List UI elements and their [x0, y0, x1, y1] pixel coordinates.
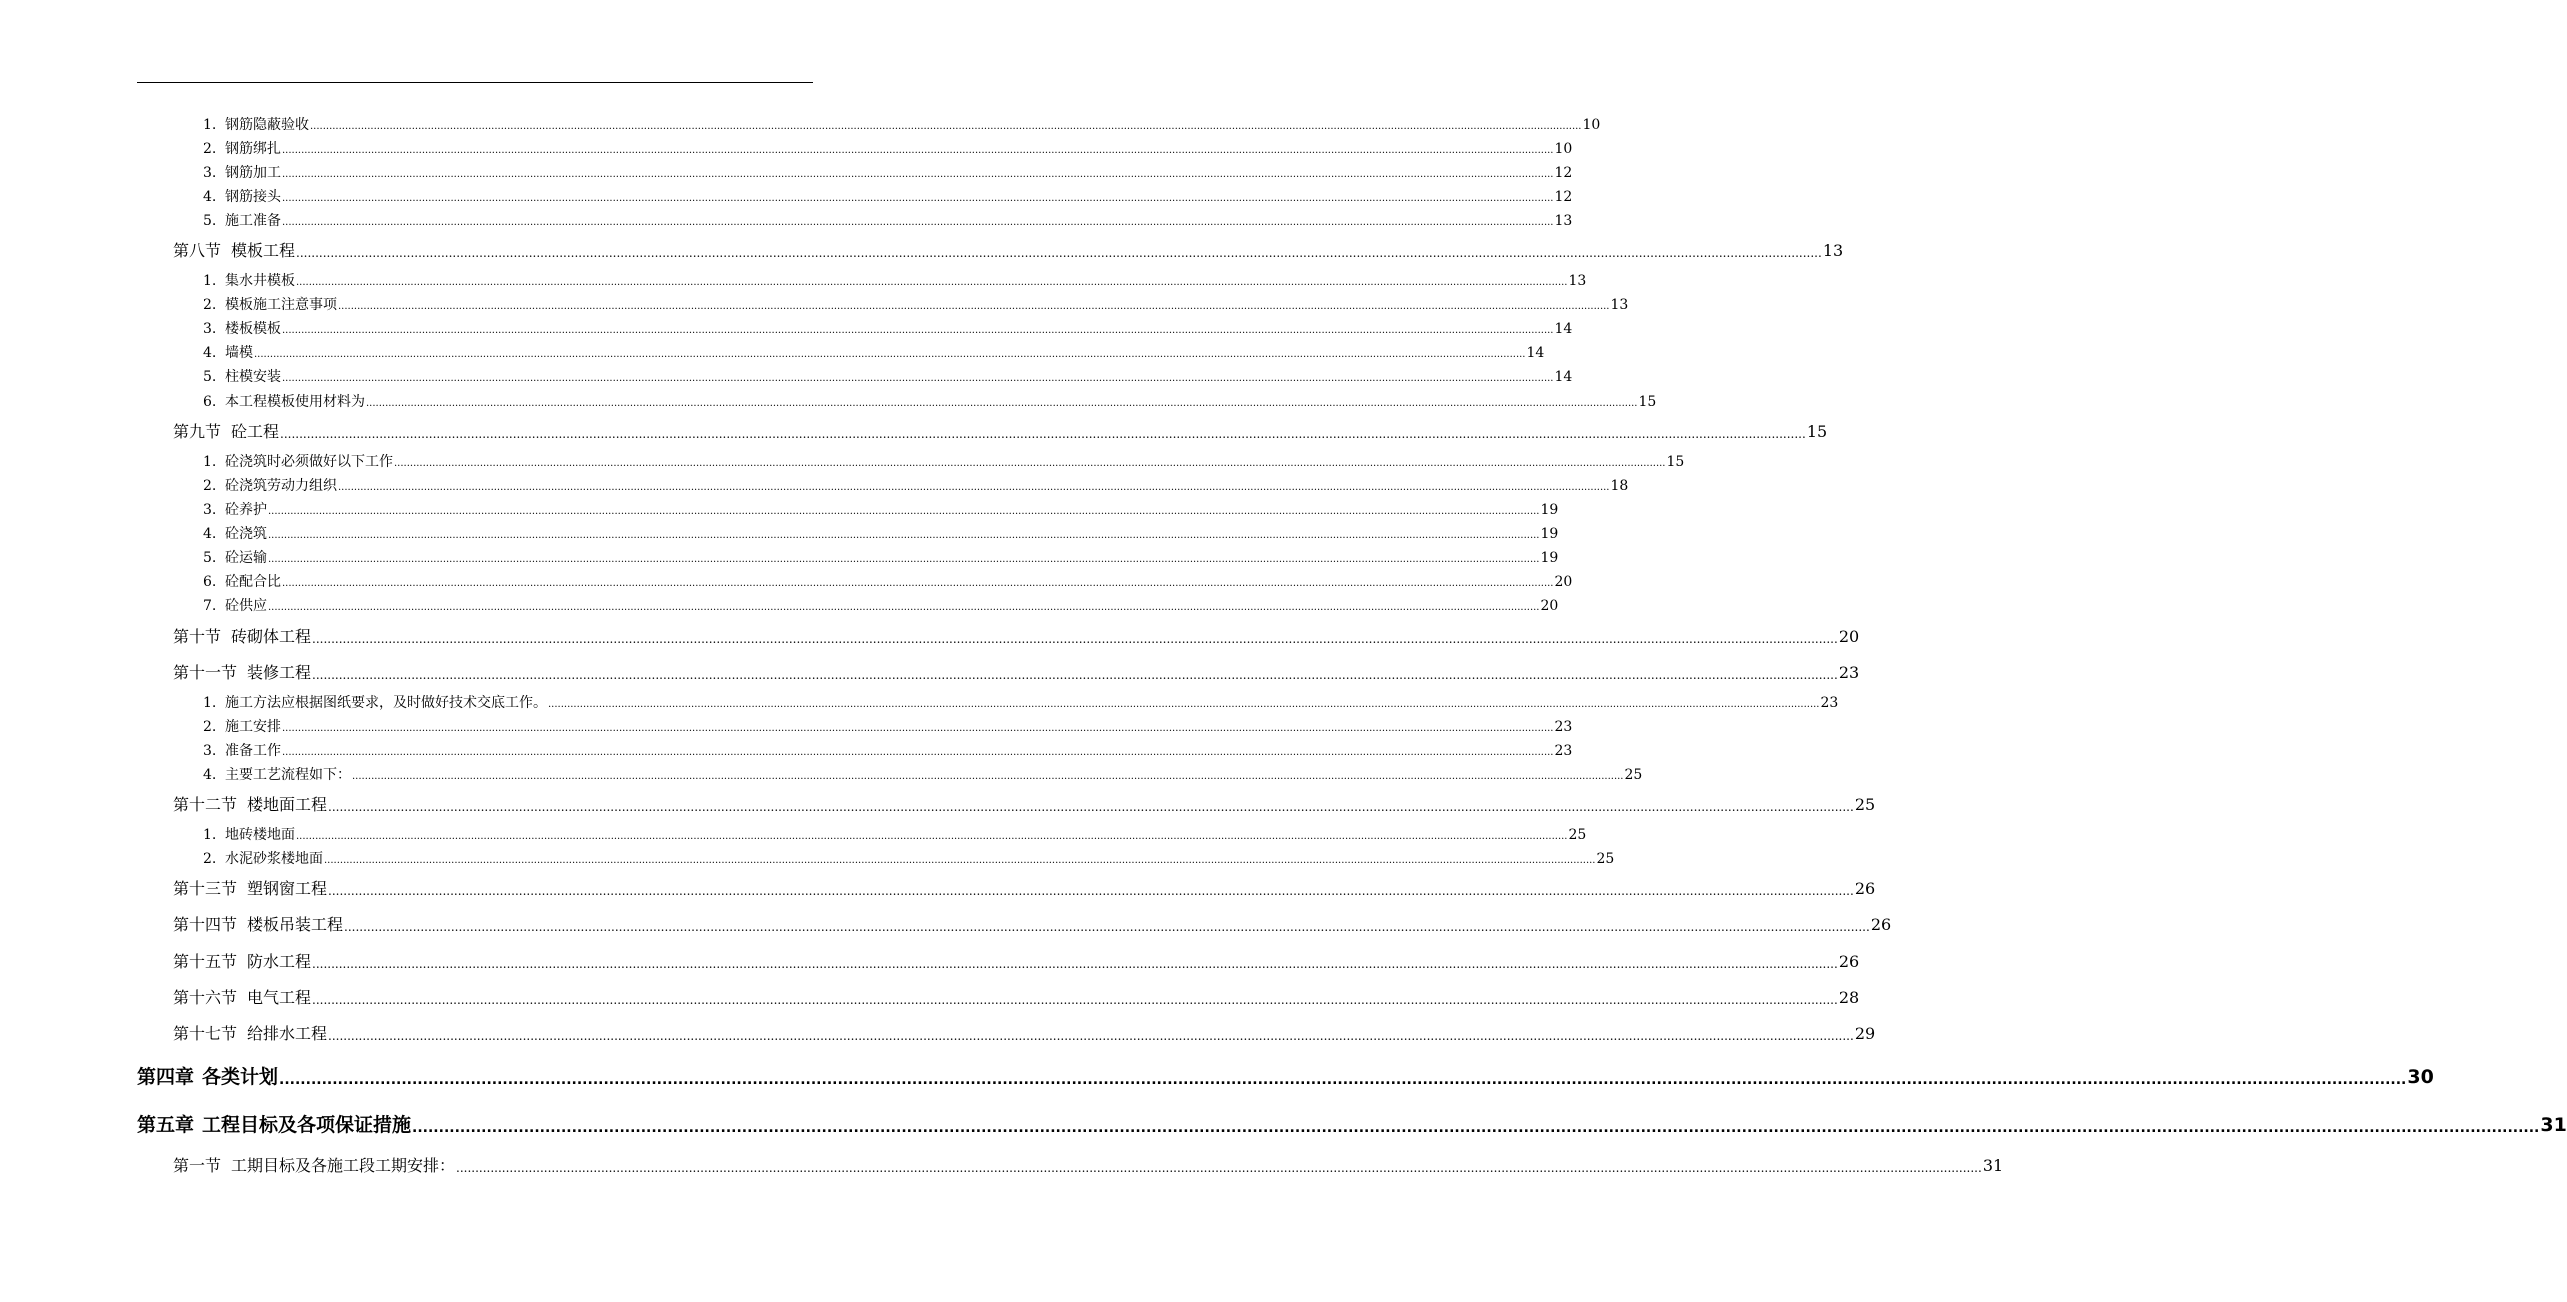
toc-entry-title: 钢筋接头	[225, 189, 281, 205]
toc-leader-dots: ................................................................................................................................................................................................................................................................................................................................................................................................................	[296, 831, 1568, 842]
toc-entry-label	[173, 915, 343, 935]
toc-page-number: 28	[1838, 988, 1860, 1007]
toc-entry-number: 5.	[203, 213, 217, 229]
toc-entry[interactable]	[173, 422, 1828, 442]
toc-entry-label	[203, 368, 281, 386]
toc-page-number: 31	[1982, 1156, 2004, 1175]
toc-entry-title: 水泥砂浆楼地面	[225, 851, 323, 867]
toc-entry-label	[203, 477, 337, 495]
toc-entry-number: 2.	[203, 141, 217, 157]
toc-entry-label	[203, 296, 337, 314]
toc-leader-dots: ................................................................................................................................................................................................................................................................................................................................................................................................................	[268, 530, 1540, 541]
toc-page-number: 19	[1540, 550, 1559, 566]
toc-entry[interactable]	[203, 320, 1573, 338]
toc-entry-title: 钢筋绑扎	[225, 141, 281, 157]
toc-page-number: 14	[1526, 345, 1545, 361]
toc-leader-dots: ................................................................................................................................................................................................................................................................................................................................................................................................................	[312, 993, 1838, 1007]
toc-page-number: 20	[1554, 574, 1573, 590]
toc-entry-title: 钢筋隐蔽验收	[225, 117, 309, 133]
toc-entry-label	[173, 1156, 455, 1176]
toc-entry-label	[203, 549, 267, 567]
toc-entry[interactable]	[203, 718, 1573, 736]
toc-leader-dots: ................................................................................................................................................................................................................................................................................................................................................................................................................	[280, 427, 1806, 441]
toc-entry[interactable]	[203, 501, 1559, 519]
toc-entry-number: 第一节	[173, 1156, 222, 1175]
toc-entry-title: 砼运输	[225, 550, 267, 566]
toc-entry-label	[203, 766, 351, 784]
toc-entry-number: 4.	[203, 189, 217, 205]
toc-entry-title: 砼供应	[225, 598, 267, 614]
toc-entry-label	[203, 320, 281, 338]
toc-entry-label	[173, 663, 311, 683]
toc-entry[interactable]	[203, 477, 1629, 495]
toc-entry-number: 3.	[203, 502, 217, 518]
toc-entry[interactable]	[173, 627, 1860, 647]
toc-entry-label	[173, 795, 327, 815]
toc-leader-dots: ................................................................................................................................................................................................................................................................................................................................................................................................................	[282, 723, 1554, 734]
toc-page-number: 26	[1838, 952, 1860, 971]
toc-entry-number: 5.	[203, 550, 217, 566]
toc-leader-dots: ................................................................................................................................................................................................................................................................................................................................................................................................................	[268, 554, 1540, 565]
toc-entry-label	[203, 272, 295, 290]
toc-entry-title: 塑钢窗工程	[247, 879, 328, 898]
toc-entry-title: 防水工程	[247, 952, 312, 971]
toc-entry-label	[203, 501, 267, 519]
toc-leader-dots: ................................................................................................................................................................................................................................................................................................................................................................................................................	[254, 349, 1526, 360]
toc-page-number: 20	[1838, 627, 1860, 646]
toc-entry[interactable]	[203, 597, 1559, 615]
toc-entry-label	[203, 116, 309, 134]
toc-entry-title: 柱模安装	[225, 369, 281, 385]
toc-entry[interactable]	[203, 188, 1573, 206]
toc-leader-dots: ................................................................................................................................................................................................................................................................................................................................................................................................................	[296, 277, 1568, 288]
toc-page-number: 13	[1568, 273, 1587, 289]
toc-entry[interactable]	[137, 1113, 2567, 1137]
toc-leader-dots: ................................................................................................................................................................................................................................................................................................................................................................................................................	[328, 800, 1854, 814]
toc-entry-number: 第十七节	[173, 1024, 238, 1043]
toc-leader-dots: ................................................................................................................................................................................................................................................................................................................................................................................................................	[282, 217, 1554, 228]
toc-page-number: 13	[1610, 297, 1629, 313]
toc-entry-title: 砼养护	[225, 502, 267, 518]
toc-entry-label	[137, 1113, 411, 1137]
toc-entry[interactable]	[203, 453, 1685, 471]
toc-leader-dots: ................................................................................................................................................................................................................................................................................................................................................................................................................	[282, 373, 1554, 384]
toc-entry-number: 2.	[203, 851, 217, 867]
toc-entry-number: 1.	[203, 454, 217, 470]
toc-leader-dots: ................................................................................................................................................................................................................................................................................................................................................................................................................	[296, 246, 1822, 260]
toc-entry-label	[203, 393, 365, 411]
toc-entry[interactable]	[173, 241, 1844, 261]
toc-entry-label	[173, 627, 311, 647]
toc-page-number: 15	[1638, 394, 1657, 410]
toc-entry-label	[173, 988, 311, 1008]
toc-entry-number: 1.	[203, 273, 217, 289]
toc-entry[interactable]	[203, 694, 1839, 712]
toc-entry-title: 砼工程	[231, 422, 280, 441]
toc-entry-number: 5.	[203, 369, 217, 385]
toc-entry[interactable]	[173, 663, 1860, 683]
toc-leader-dots: ................................................................................................................................................................................................................................................................................................................................................................................................................	[548, 699, 1820, 710]
toc-entry-title: 模板施工注意事项	[225, 297, 337, 313]
toc-entry-number: 4.	[203, 526, 217, 542]
toc-leader-dots: ................................................................................................................................................................................................................................................................................................................................................................................................................	[338, 301, 1610, 312]
toc-entry-number: 第十一节	[173, 663, 238, 682]
toc-leader-dots: ................................................................................................................................................................................................................................................................................................................................................................................................................	[312, 668, 1838, 682]
toc-entry-title: 楼地面工程	[247, 795, 328, 814]
toc-page-number: 29	[1854, 1024, 1876, 1043]
toc-page-number: 19	[1540, 502, 1559, 518]
toc-page-number: 25	[1596, 851, 1615, 867]
toc-entry-title: 工程目标及各项保证措施	[202, 1114, 412, 1136]
toc-entry[interactable]	[203, 549, 1559, 567]
toc-entry-number: 4.	[203, 767, 217, 783]
toc-page-number: 14	[1554, 369, 1573, 385]
toc-page-number: 10	[1582, 117, 1601, 133]
toc-page-number: 23	[1554, 719, 1573, 735]
toc-page-number: 30	[2407, 1066, 2434, 1088]
toc-entry[interactable]	[173, 1024, 1876, 1044]
toc-page-number: 25	[1624, 767, 1643, 783]
toc-entry[interactable]	[203, 393, 1657, 411]
toc-entry[interactable]	[173, 879, 1876, 899]
toc-entry-title: 钢筋加工	[225, 165, 281, 181]
toc-entry-number: 第四章	[137, 1066, 195, 1088]
toc-entry-number: 第十五节	[173, 952, 238, 971]
toc-entry-label	[137, 1065, 278, 1089]
toc-entry-label	[203, 344, 253, 362]
toc-entry[interactable]	[203, 212, 1573, 230]
toc-page-number: 12	[1554, 189, 1573, 205]
toc-entry[interactable]	[203, 344, 1545, 362]
toc-entry[interactable]	[173, 988, 1860, 1008]
toc-entry-number: 4.	[203, 345, 217, 361]
toc-entry-title: 砼浇筑劳动力组织	[225, 478, 337, 494]
toc-entry-number: 1.	[203, 827, 217, 843]
toc-entry[interactable]	[203, 573, 1573, 591]
toc-entry-label	[203, 453, 393, 471]
toc-page-number: 20	[1540, 598, 1559, 614]
toc-entry-label	[173, 952, 311, 972]
toc-entry[interactable]	[203, 826, 1587, 844]
toc-leader-dots: ................................................................................................................................................................................................................................................................................................................................................................................................................	[282, 169, 1554, 180]
toc-entry-label	[203, 188, 281, 206]
toc-entry-title: 墙模	[225, 345, 253, 361]
toc-page-number: 26	[1870, 915, 1892, 934]
toc-page-number: 10	[1554, 141, 1573, 157]
toc-entry-title: 地砖楼地面	[225, 827, 295, 843]
toc-entry-title: 楼板吊装工程	[247, 915, 344, 934]
toc-entry-number: 第五章	[137, 1114, 195, 1136]
toc-entry-number: 2.	[203, 478, 217, 494]
toc-entry-title: 集水井模板	[225, 273, 295, 289]
toc-entry-number: 2.	[203, 297, 217, 313]
toc-page-number: 15	[1666, 454, 1685, 470]
toc-page-number: 25	[1854, 795, 1876, 814]
toc-page-number: 26	[1854, 879, 1876, 898]
toc-page-number: 23	[1838, 663, 1860, 682]
toc-page-number: 12	[1554, 165, 1573, 181]
toc-page-number: 13	[1554, 213, 1573, 229]
toc-leader-dots: ................................................................................................................................................................................................................................................................................................................................................................................................................	[412, 1120, 2540, 1136]
toc-entry-title: 准备工作	[225, 743, 281, 759]
toc-leader-dots: ................................................................................................................................................................................................................................................................................................................................................................................................................	[268, 602, 1540, 613]
toc-entry-label	[173, 1024, 327, 1044]
toc-leader-dots: ................................................................................................................................................................................................................................................................................................................................................................................................................	[456, 1161, 1982, 1175]
toc-entry-number: 3.	[203, 321, 217, 337]
toc-entry-label	[203, 850, 323, 868]
toc-entry-title: 楼板模板	[225, 321, 281, 337]
toc-entry[interactable]	[203, 742, 1573, 760]
toc-leader-dots: ................................................................................................................................................................................................................................................................................................................................................................................................................	[338, 482, 1610, 493]
toc-leader-dots: ................................................................................................................................................................................................................................................................................................................................................................................................................	[312, 632, 1838, 646]
toc-entry[interactable]	[203, 296, 1629, 314]
toc-entry-title: 本工程模板使用材料为	[225, 394, 365, 410]
toc-entry-title: 砼浇筑	[225, 526, 267, 542]
toc-leader-dots: ................................................................................................................................................................................................................................................................................................................................................................................................................	[279, 1072, 2407, 1088]
toc-entry[interactable]	[203, 525, 1559, 543]
toc-entry[interactable]	[173, 795, 1876, 815]
toc-entry[interactable]	[203, 766, 1643, 784]
toc-leader-dots: ................................................................................................................................................................................................................................................................................................................................................................................................................	[324, 855, 1596, 866]
toc-entry-title: 施工方法应根据图纸要求，及时做好技术交底工作。	[225, 695, 547, 711]
toc-entry[interactable]	[203, 850, 1615, 868]
toc-leader-dots: ................................................................................................................................................................................................................................................................................................................................................................................................................	[282, 193, 1554, 204]
toc-page-number: 13	[1822, 241, 1844, 260]
toc-leader-dots: ................................................................................................................................................................................................................................................................................................................................................................................................................	[352, 771, 1624, 782]
toc-entry-title: 各类计划	[202, 1066, 279, 1088]
toc-entry-number: 第十三节	[173, 879, 238, 898]
toc-entry[interactable]	[203, 164, 1573, 182]
toc-leader-dots: ................................................................................................................................................................................................................................................................................................................................................................................................................	[310, 121, 1582, 132]
toc-entry-label	[203, 140, 281, 158]
toc-entry-label	[203, 742, 281, 760]
toc-entry-label	[203, 525, 267, 543]
toc-leader-dots: ................................................................................................................................................................................................................................................................................................................................................................................................................	[328, 884, 1854, 898]
toc-page-number: 23	[1554, 743, 1573, 759]
toc-leader-dots: ................................................................................................................................................................................................................................................................................................................................................................................................................	[344, 920, 1870, 934]
toc-entry[interactable]	[173, 1156, 2004, 1176]
toc-entry-title: 砼配合比	[225, 574, 281, 590]
toc-entry-title: 施工准备	[225, 213, 281, 229]
toc-entry-number: 第十四节	[173, 915, 238, 934]
toc-entry-number: 第九节	[173, 422, 222, 441]
toc-page-number: 14	[1554, 321, 1573, 337]
toc-entry[interactable]	[203, 116, 1601, 134]
toc-entry[interactable]	[137, 1065, 2434, 1089]
toc-entry-label	[203, 718, 281, 736]
toc-entry-number: 第八节	[173, 241, 222, 260]
toc-entry-title: 砖砌体工程	[231, 627, 312, 646]
toc-entry-label	[203, 597, 267, 615]
toc-entry-label	[173, 241, 295, 261]
toc-leader-dots: ................................................................................................................................................................................................................................................................................................................................................................................................................	[282, 578, 1554, 589]
toc-entry-label	[203, 826, 295, 844]
toc-leader-dots: ................................................................................................................................................................................................................................................................................................................................................................................................................	[268, 506, 1540, 517]
toc-entry[interactable]	[203, 140, 1573, 158]
toc-page-number: 19	[1540, 526, 1559, 542]
toc-entry-label	[203, 573, 281, 591]
toc-entry-number: 6.	[203, 394, 217, 410]
toc-page-number: 23	[1820, 695, 1839, 711]
toc-entry-number: 1.	[203, 695, 217, 711]
toc-entry-number: 第十节	[173, 627, 222, 646]
toc-page-number: 18	[1610, 478, 1629, 494]
toc-leader-dots: ................................................................................................................................................................................................................................................................................................................................................................................................................	[282, 747, 1554, 758]
toc-entry-number: 6.	[203, 574, 217, 590]
toc-page-number: 15	[1806, 422, 1828, 441]
toc-entry-number: 第十六节	[173, 988, 238, 1007]
toc-entry-title: 模板工程	[231, 241, 296, 260]
toc-entry[interactable]	[203, 272, 1587, 290]
toc-entry-label	[203, 694, 547, 712]
toc-entry[interactable]	[203, 368, 1573, 386]
toc-entry[interactable]	[173, 952, 1860, 972]
toc-entry-label	[173, 422, 279, 442]
toc-leader-dots: ................................................................................................................................................................................................................................................................................................................................................................................................................	[394, 458, 1666, 469]
toc-entry-title: 砼浇筑时必须做好以下工作	[225, 454, 393, 470]
toc-page-number: 25	[1568, 827, 1587, 843]
toc-page-number: 31	[2540, 1114, 2567, 1136]
toc-entry-number: 3.	[203, 165, 217, 181]
toc-leader-dots: ................................................................................................................................................................................................................................................................................................................................................................................................................	[312, 957, 1838, 971]
toc-entry-title: 施工安排	[225, 719, 281, 735]
toc-leader-dots: ................................................................................................................................................................................................................................................................................................................................................................................................................	[328, 1029, 1854, 1043]
toc-entry-number: 3.	[203, 743, 217, 759]
toc-entry-number: 1.	[203, 117, 217, 133]
toc-entry-label	[203, 164, 281, 182]
toc-leader-dots: ................................................................................................................................................................................................................................................................................................................................................................................................................	[282, 145, 1554, 156]
toc-entry-title: 电气工程	[247, 988, 312, 1007]
toc-entry-number: 第十二节	[173, 795, 238, 814]
toc-entry-number: 2.	[203, 719, 217, 735]
toc-entry-label	[203, 212, 281, 230]
toc-entry-number: 7.	[203, 598, 217, 614]
toc-leader-dots: ................................................................................................................................................................................................................................................................................................................................................................................................................	[366, 398, 1638, 409]
toc-entry-label	[173, 879, 327, 899]
toc-entry-title: 给排水工程	[247, 1024, 328, 1043]
toc-entry-title: 主要工艺流程如下：	[225, 767, 351, 783]
toc-entry-title: 工期目标及各施工段工期安排：	[231, 1156, 456, 1175]
toc-entry-title: 装修工程	[247, 663, 312, 682]
toc-leader-dots: ................................................................................................................................................................................................................................................................................................................................................................................................................	[282, 325, 1554, 336]
toc-entry[interactable]	[173, 915, 1892, 935]
